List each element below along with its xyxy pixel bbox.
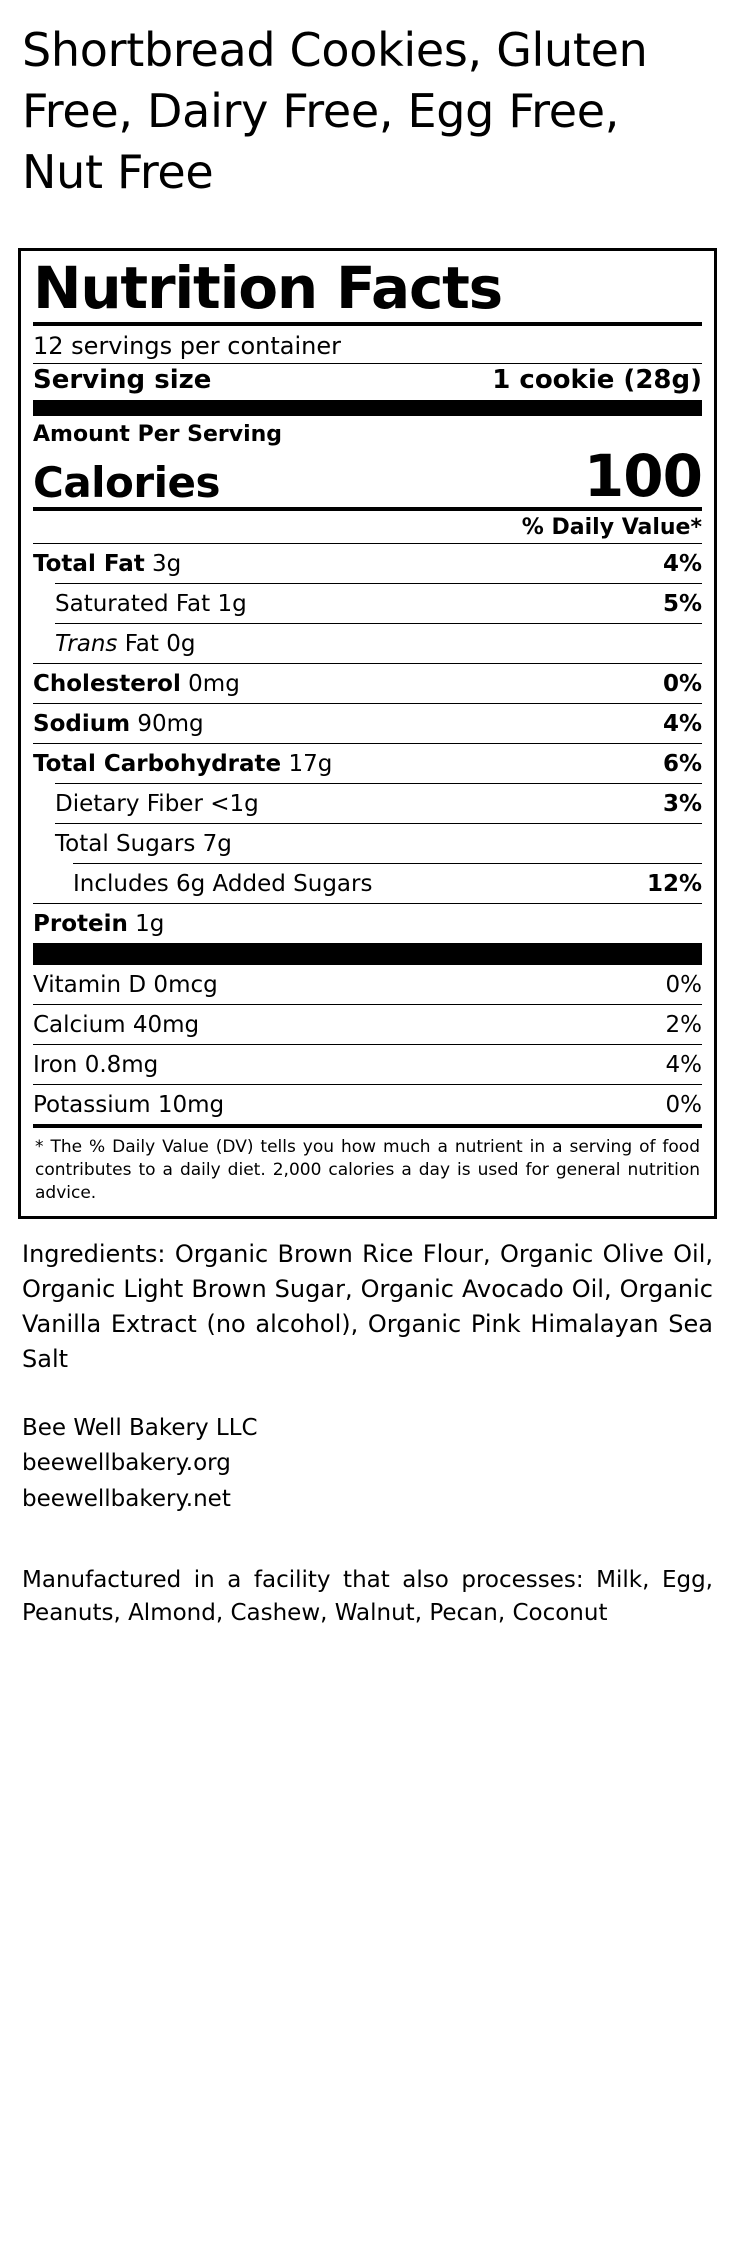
company-website-net: beewellbakery.net (22, 1485, 231, 1512)
table-row (33, 1045, 702, 1084)
nutrient-label: Cholesterol (33, 670, 181, 697)
table-row (33, 544, 702, 583)
nutrient-amount: <1g (210, 790, 259, 817)
company-info (18, 1377, 717, 1518)
calories-row (33, 441, 702, 510)
serving-size-label: Serving size (33, 364, 212, 395)
nutrient-amount: 17g (288, 750, 333, 777)
table-row (33, 1005, 702, 1044)
nutrition-facts-heading: Nutrition Facts (33, 253, 502, 322)
daily-value-footnote: * The % Daily Value (DV) tells you how much a nutrient in a serving of food contributes to a daily diet. 2,000 calories a day is used for general nutrition advice. (35, 1136, 700, 1203)
nutrient-name (55, 831, 232, 857)
nutrient-pct: 4% (665, 1051, 702, 1078)
nutrient-label: Trans (55, 630, 118, 657)
nutrient-pct: 2% (665, 1011, 702, 1038)
nutrient-label: Total Sugars (55, 830, 196, 857)
table-row (33, 965, 702, 1004)
table-row (33, 704, 702, 743)
nutrient-amount: 1g (217, 590, 247, 617)
table-row (33, 784, 702, 823)
nutrient-pct: 4% (662, 710, 702, 737)
table-row (33, 744, 702, 783)
nutrient-pct: 0% (665, 971, 702, 998)
nutrient-amount: 90mg (137, 710, 204, 737)
nutrient-name: Potassium 10mg (33, 1091, 225, 1118)
nutrient-name (55, 591, 247, 617)
table-row (33, 584, 702, 623)
nutrient-amount: 7g (202, 830, 232, 857)
nutrient-label: Sodium (33, 710, 131, 737)
nutrient-name (33, 671, 240, 697)
nutrition-facts-panel (18, 248, 717, 1220)
nutrient-name (33, 911, 164, 937)
nutrient-pct: 5% (662, 590, 702, 617)
table-row (33, 864, 702, 903)
nutrient-name: Calcium 40mg (33, 1011, 200, 1038)
nutrient-name (33, 551, 181, 577)
divider-thick-top (33, 400, 702, 416)
nutrient-name (55, 631, 195, 657)
daily-value-header: % Daily Value* (521, 514, 702, 540)
serving-size-value: 1 cookie (28g) (492, 364, 702, 395)
ingredients-text: Ingredients: Organic Brown Rice Flour, Organic Olive Oil, Organic Light Brown Sugar, Organic Avocado Oil, Organic Vanilla Extract (no alcohol), Organic Pink Himalayan Sea Salt (22, 1240, 713, 1373)
nutrient-name (55, 791, 259, 817)
table-row (33, 1085, 702, 1124)
nutrient-amount: Fat 0g (124, 630, 196, 657)
nutrient-amount: 1g (135, 910, 165, 937)
nutrient-label: Dietary Fiber (55, 790, 203, 817)
calories-label: Calories (33, 457, 221, 507)
company-website-org: beewellbakery.org (22, 1450, 231, 1477)
nutrient-name: Vitamin D 0mcg (33, 971, 218, 998)
nutrient-pct: 3% (662, 790, 702, 817)
amount-per-serving-label: Amount Per Serving (33, 421, 283, 447)
table-row (33, 824, 702, 863)
servings-per-container: 12 servings per container (33, 331, 341, 360)
nutrient-amount: 3g (152, 550, 182, 577)
nutrient-pct: 0% (662, 670, 702, 697)
serving-size-row (33, 364, 702, 400)
nutrient-label: Saturated Fat (55, 590, 211, 617)
nutrient-pct: 4% (662, 550, 702, 577)
nutrient-label: Total Carbohydrate (33, 750, 282, 777)
nutrient-label: Total Fat (33, 550, 145, 577)
allergen-statement: Manufactured in a facility that also processes: Milk, Egg, Peanuts, Almond, Cashew, Walnut, Pecan, Coconut (22, 1566, 713, 1626)
table-row (33, 904, 702, 943)
divider-thick-bottom (33, 943, 702, 965)
nutrient-pct: 0% (665, 1091, 702, 1118)
nutrient-pct: 6% (662, 750, 702, 777)
nutrient-name: Iron 0.8mg (33, 1051, 159, 1078)
nutrient-name (33, 751, 332, 777)
nutrient-name (33, 711, 204, 737)
nutrient-name: Includes 6g Added Sugars (73, 870, 373, 897)
product-title: Shortbread Cookies, Gluten Free, Dairy Free, Egg Free, Nut Free (22, 23, 648, 200)
nutrient-pct: 12% (646, 870, 702, 897)
calories-value: 100 (583, 441, 702, 510)
nutrient-amount: 0mg (188, 670, 240, 697)
table-row (33, 664, 702, 703)
nutrient-label: Protein (33, 910, 128, 937)
company-name: Bee Well Bakery LLC (22, 1414, 258, 1441)
table-row (33, 624, 702, 663)
